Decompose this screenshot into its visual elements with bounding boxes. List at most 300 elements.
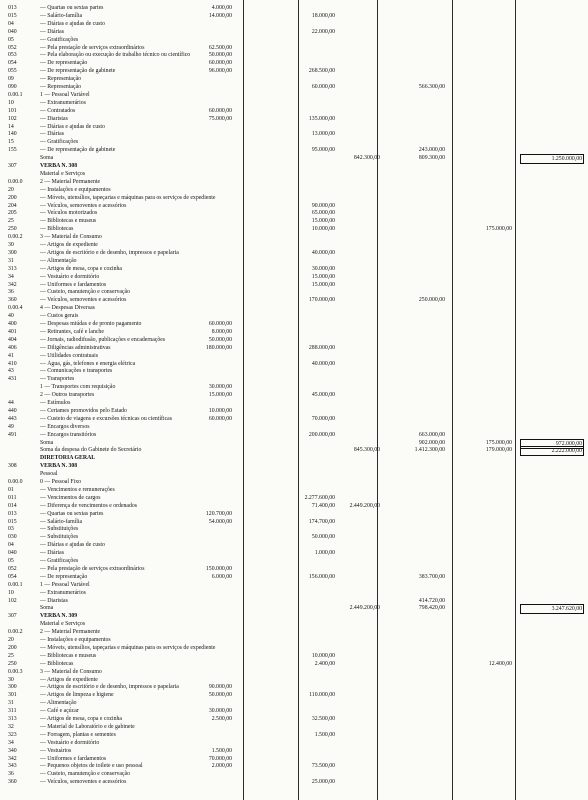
amount-c1: 120.700,00 [205,510,232,517]
item-code: 36 [8,771,14,778]
budget-row [0,367,588,375]
item-description: — Artigos de escritório e de desenho, impressos e papelaria [40,249,179,256]
item-code: 102 [8,597,17,604]
item-code: 250 [8,660,17,667]
item-description: — Água, gás, telefones e energia elétrica [40,360,136,367]
amount-c2: 170.000,00 [308,297,335,304]
amount-c6: 1.250.000,00 [520,154,584,164]
item-code: 40 [8,313,14,320]
budget-row [0,107,588,115]
item-description: — De representação [40,573,88,580]
amount-c1: 2.500,00 [211,716,232,722]
item-code: 0.00.3 [8,668,23,675]
item-code: 205 [8,210,17,217]
item-description: — Artigos de escritório e de desenho, impressos e papelaria [40,684,179,691]
total-row [0,446,588,454]
budget-row [0,194,588,202]
amount-c2: 135.000,00 [308,115,335,122]
item-code: 140 [8,131,17,138]
item-code: 14 [8,123,14,130]
amount-c1: 54.000,00 [208,518,232,525]
item-description: — Veículos, semoventes e acessórios [40,297,127,304]
budget-row [0,620,588,628]
budget-row [0,281,588,289]
budget-row [0,296,588,304]
budget-row [0,265,588,273]
item-code: 0.00.0 [8,479,23,485]
item-description: — Bibliotecas [40,226,74,233]
item-description: Soma [40,155,54,162]
item-code: 308 [8,463,17,470]
budget-row [0,202,588,210]
budget-row [0,502,588,510]
amount-c1: 180.000,00 [205,344,232,351]
item-description: — Gratificações [40,36,79,43]
amount-c1: 70.000,00 [208,755,232,762]
item-description: — Contratados [40,107,76,114]
amount-c1: 75.000,00 [208,115,232,122]
item-code: 20 [8,637,14,643]
item-code: 204 [8,202,17,209]
item-description: — Substituições [40,526,79,533]
budget-row [0,770,588,778]
item-description: — Instalações e equipamentos [40,637,111,643]
amount-c2: 22.000,00 [311,28,335,35]
amount-c2: 30.000,00 [311,265,335,272]
item-description: — Salário-família [40,518,83,525]
item-code: 410 [8,360,17,367]
item-code: 014 [8,502,17,509]
amount-c2: 65.000,00 [311,210,335,217]
amount-c1: 30.000,00 [208,384,232,391]
amount-c1: 150.000,00 [205,565,232,572]
total-row [0,154,588,162]
item-description: — Custos gerais [40,313,79,320]
item-description: — Pela elaboração ou execução de trabalho técnico ou científico [40,52,191,59]
item-description: — Bibliotecas e museus [40,218,97,225]
item-description: — Comunicações e transportes [40,368,113,375]
item-code: 443 [8,415,17,422]
item-description: — Extranumerários [40,99,86,106]
item-code: 0.00.4 [8,305,23,312]
item-code: 30 [8,242,14,248]
budget-row [0,146,588,154]
item-code: 055 [8,68,17,75]
item-description: Material e Serviços [40,621,86,628]
item-description: — Artigos de mesa, copa e cozinha [40,265,122,272]
amount-c1: 1.500,00 [211,747,232,754]
amount-c1: 15.000,00 [208,392,232,399]
amount-c2: 288.000,00 [308,344,335,351]
item-code: 431 [8,376,17,383]
budget-row [0,4,588,12]
item-description: — Forragem, plantas e sementes [40,731,116,738]
budget-row [0,431,588,439]
item-code: 401 [8,328,17,335]
budget-row [0,415,588,423]
budget-row [0,75,588,83]
item-description: — Salário-família [40,12,83,19]
amount-c2: 1.500,00 [314,731,335,738]
amount-c2: 2.400,00 [314,660,335,667]
item-description: DIRETORIA GERAL [40,455,96,462]
amount-c1: 8.000,00 [211,328,232,335]
budget-row [0,549,588,557]
amount-c6: 2.222.000,00 [520,446,584,456]
item-code: 054 [8,573,17,580]
budget-row [0,225,588,233]
amount-c5: 12.400,00 [488,660,512,667]
item-code: 34 [8,273,14,280]
budget-row [0,28,588,36]
budget-row [0,762,588,770]
amount-c1: 90.000,00 [208,684,232,691]
item-description: — Artigos de expediente [40,242,98,248]
item-code: 360 [8,779,17,786]
item-description: — Gratificações [40,558,79,564]
item-code: 200 [8,194,17,201]
budget-row [0,249,588,257]
budget-row [0,423,588,431]
budget-row [0,391,588,399]
amount-c2: 15.000,00 [311,273,335,280]
item-description: 4 — Despesas Diversas [40,305,95,312]
item-description: — De representação [40,60,88,67]
item-description: 3 — Material de Consumo [40,234,102,241]
amount-c3: 842.300,00 [353,155,380,162]
budget-row [0,518,588,526]
amount-c2: 18.000,00 [311,12,335,19]
item-code: 03 [8,526,14,533]
item-code: 342 [8,281,17,288]
item-description: — Alimentação [40,257,77,264]
budget-row [0,597,588,605]
item-code: 342 [8,755,17,762]
amount-c2: 40.000,00 [311,249,335,256]
item-description: Pessoal [40,471,58,478]
item-code: 090 [8,84,17,90]
item-description: — Vestuários [40,747,72,754]
amount-c2: 1.000,00 [314,550,335,557]
budget-row [0,668,588,676]
item-code: 406 [8,344,17,351]
item-description: — Quartas ou sextas partes [40,5,104,11]
item-code: 052 [8,565,17,572]
item-code: 404 [8,336,17,343]
item-code: 250 [8,226,17,233]
item-description: — Pequenos objetos de toilete e uso pessoal [40,763,143,770]
item-description: — Utilidades contratuais [40,352,98,359]
item-code: 01 [8,486,14,493]
budget-row [0,36,588,44]
item-description: VERBA N. 308 [40,163,78,169]
item-code: 015 [8,12,17,19]
item-code: 49 [8,423,14,430]
item-description: — Quartas ou sextas partes [40,510,104,517]
item-description: — Diligências administrativas [40,344,111,351]
item-code: 300 [8,249,17,256]
item-code: 311 [8,708,17,715]
budget-row [0,470,588,478]
budget-row [0,478,588,486]
budget-row [0,273,588,281]
budget-row [0,138,588,146]
amount-c4: 902.000,00 [418,439,445,446]
budget-row [0,130,588,138]
item-code: 030 [8,534,17,541]
item-code: 25 [8,218,14,225]
budget-row [0,533,588,541]
item-code: 053 [8,52,17,59]
amount-c2: 10.000,00 [311,226,335,233]
item-code: 301 [8,692,17,699]
total-row [0,604,588,612]
budget-row [0,755,588,763]
item-description: VERBA N. 309 [40,613,78,620]
budget-row [0,383,588,391]
item-description: 1 — Pessoal Variável [40,91,90,98]
budget-row [0,589,588,597]
item-description: — Jornais, radiodifusão, publicações e encadernações [40,336,166,343]
amount-c1: 60.000,00 [208,60,232,67]
amount-c2: 25.000,00 [311,779,335,786]
budget-row [0,683,588,691]
item-description: — Diárias e ajudas de custo [40,123,105,130]
budget-row [0,676,588,684]
item-code: 300 [8,684,17,691]
amount-c1: 50.000,00 [208,52,232,59]
item-code: 15 [8,139,14,146]
budget-row [0,241,588,249]
item-code: 0.00.0 [8,178,23,185]
item-code: 05 [8,36,14,43]
item-code: 0.00.2 [8,234,23,241]
budget-row [0,660,588,668]
item-code: 34 [8,739,14,746]
budget-row [0,494,588,502]
budget-row [0,747,588,755]
item-description: — Custeio de viagens e excursões técnicas ou científicas [40,415,172,422]
amount-c1: 2.000,00 [211,763,232,770]
budget-row [0,573,588,581]
amount-c2: 200.000,00 [308,431,335,438]
item-description: — Encargos diversos [40,423,90,430]
amount-c2: 10.000,00 [311,652,335,659]
amount-c5: 175.000,00 [485,226,512,233]
amount-c1: 96.000,00 [208,68,232,75]
amount-c4: 798.420,00 [418,605,445,612]
item-description: — Custeio, manutenção e conservação [40,771,130,778]
item-code: 013 [8,5,17,11]
budget-row [0,399,588,407]
budget-row [0,233,588,241]
item-description: — Veículos, semoventes e acessórios [40,202,127,209]
item-description: — Diárias e ajudas de custo [40,20,105,27]
amount-c1: 60.000,00 [208,107,232,114]
amount-c1: 4.000,00 [211,5,232,11]
amount-c3: 845.300,00 [353,447,380,454]
item-code: 31 [8,257,14,264]
budget-row [0,644,588,652]
budget-row [0,123,588,131]
item-description: — Certames promovidos pelo Estado [40,407,127,414]
budget-row [0,115,588,123]
amount-c4: 243.000,00 [418,147,445,154]
item-code: 052 [8,44,17,51]
budget-row [0,209,588,217]
amount-c4: 250.000,00 [418,297,445,304]
amount-c3: 2.449.200,00 [349,605,380,612]
budget-row [0,83,588,91]
item-description: — Pela prestação de serviços extraordinários [40,565,145,572]
budget-row [0,328,588,336]
item-code: 43 [8,368,14,375]
item-code: 040 [8,28,17,35]
item-code: 04 [8,542,14,549]
budget-row [0,407,588,415]
budget-row [0,699,588,707]
budget-row [0,257,588,265]
item-description: — Diárias [40,28,64,35]
item-code: 101 [8,107,17,114]
amount-c6: 3.247.620,00 [520,604,584,614]
item-description: 1 — Transportes com requisição [40,384,116,391]
amount-c1: 62.500,00 [208,44,232,51]
amount-c2: 71.400,00 [311,502,335,509]
item-description: — Alimentação [40,700,77,707]
budget-row [0,320,588,328]
item-code: 32 [8,723,14,730]
item-description: — Extranumerários [40,589,86,596]
amount-c1: 50.000,00 [208,692,232,699]
amount-c2: 110.000,00 [309,692,335,699]
amount-c1: 10.000,00 [208,407,232,414]
budget-row [0,20,588,28]
item-description: — Móveis, utensílios, tapeçarias e máquinas para os serviços de expediente [40,644,216,651]
amount-c2: 156.000,00 [308,573,335,580]
amount-c1: 60.000,00 [208,415,232,422]
budget-row [0,59,588,67]
item-description: — Bibliotecas [40,660,74,667]
amount-c6: 972.000,00 [520,439,584,449]
item-description: 2 — Outros transportes [40,392,95,399]
item-code: 25 [8,652,14,659]
item-description: — Representação [40,84,82,90]
budget-row [0,565,588,573]
item-code: 307 [8,613,17,620]
item-description: — Pela prestação de serviços extraordinários [40,44,145,51]
item-description: 3 — Material de Consumo [40,668,102,675]
item-description: Material e Serviços [40,170,86,177]
item-description: — Despesas miúdas e de pronto pagamento [40,321,142,327]
item-code: 313 [8,716,17,722]
amount-c2: 60.000,00 [311,84,335,90]
item-description: — Transportes [40,376,75,383]
item-description: — Substituições [40,534,79,541]
item-code: 015 [8,518,17,525]
amount-c4: 383.700,00 [418,573,445,580]
budget-row [0,178,588,186]
item-description: — Uniformes e fardamentos [40,281,107,288]
amount-c4: 566.300,00 [418,84,445,90]
item-code: 31 [8,700,14,707]
budget-row [0,336,588,344]
budget-row [0,99,588,107]
amount-c2: 32.500,00 [311,716,335,722]
item-description: — Retirantes, café e lanche [40,328,104,335]
budget-row [0,628,588,636]
item-code: 054 [8,60,17,67]
item-code: 400 [8,321,17,327]
item-code: 10 [8,589,14,596]
item-description: — Diárias e ajudas de custo [40,542,105,549]
item-description: — Diárias [40,550,64,557]
budget-row [0,715,588,723]
item-description: — Móveis, utensílios, tapeçarias e máquinas para os serviços de expediente [40,194,216,201]
item-code: 360 [8,297,17,304]
section-heading-row [0,162,588,170]
item-description: — Veículos motorizados [40,210,98,217]
item-description: Soma da despesa do Gabinete do Secretário [40,447,142,454]
item-description: — Gratificações [40,139,79,146]
amount-c3: 2.449.200,00 [349,502,380,509]
item-code: 30 [8,676,14,683]
budget-row [0,541,588,549]
budget-row [0,186,588,194]
amount-c2: 2.277.600,00 [304,494,335,501]
budget-row [0,217,588,225]
item-description: — Diferença de vencimentos e ordenados [40,502,138,509]
amount-c1: 50.000,00 [208,336,232,343]
item-code: 44 [8,400,14,406]
section-heading-row [0,454,588,462]
budget-row [0,312,588,320]
budget-row [0,352,588,360]
item-code: 040 [8,550,17,557]
item-code: 0.00.2 [8,629,23,636]
item-description: — De representação de gabinete [40,147,116,154]
item-description: — Instalações e equipamentos [40,186,111,193]
item-code: 155 [8,147,17,154]
section-heading-row [0,462,588,470]
budget-row [0,723,588,731]
item-description: — Artigos de expediente [40,676,98,683]
amount-c2: 40.000,00 [311,360,335,367]
item-description: — Diaristas [40,115,68,122]
item-description: — Vestuário e dormitório [40,273,100,280]
amount-c2: 50.000,00 [311,534,335,541]
budget-row [0,557,588,565]
item-description: — De representação de gabinete [40,68,116,75]
amount-c2: 45.000,00 [311,392,335,399]
item-description: — Artigos de mesa, copa e cozinha [40,716,122,722]
item-description: — Diaristas [40,597,68,604]
amount-c1: 60.000,00 [208,321,232,327]
amount-c2: 268.500,00 [308,68,335,75]
budget-row [0,739,588,747]
amount-c2: 15.000,00 [311,281,335,288]
budget-row [0,691,588,699]
item-code: 36 [8,289,14,296]
item-description: — Café e açúcar [40,708,79,715]
budget-row [0,67,588,75]
budget-row [0,525,588,533]
section-heading-row [0,612,588,620]
item-description: — Diárias [40,131,64,138]
item-code: 491 [8,431,17,438]
item-code: 0.00.1 [8,581,23,588]
item-description: — Uniformes e fardamentos [40,755,107,762]
